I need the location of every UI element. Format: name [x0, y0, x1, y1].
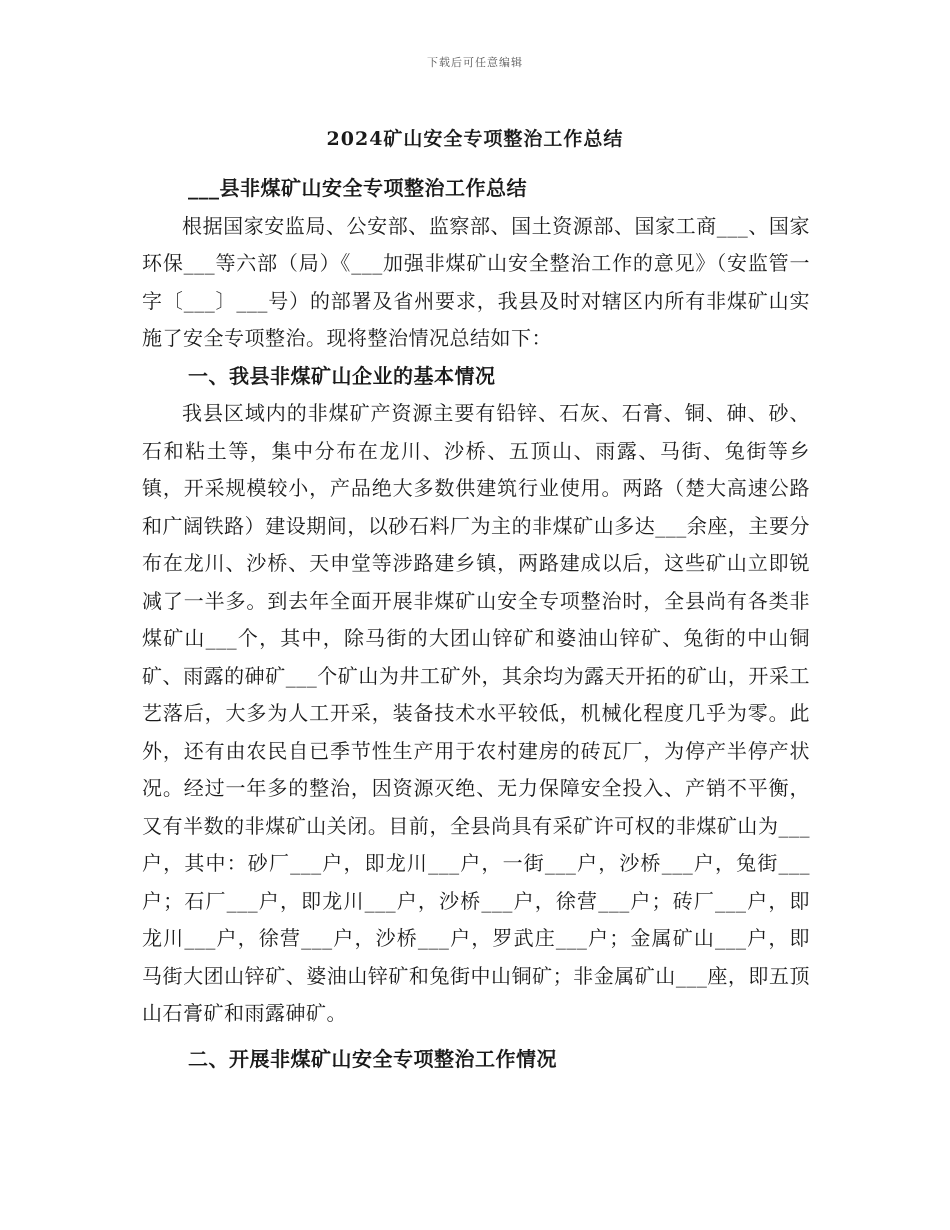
- page-header-note: 下载后可任意编辑: [427, 56, 523, 69]
- section-2-heading: 二、开展非煤矿山安全专项整治工作情况: [188, 1046, 557, 1071]
- intro-paragraph: 根据国家安监局、公安部、监察部、国土资源部、国家工商___、国家环保___等六部（局）《___加强非煤矿山安全整治工作的意见》（安监管一字〔___〕___号）的部署及省州要求，我县及时对辖区内所有非煤矿山实施了安全专项整治。现将整治情况总结如下：: [142, 213, 810, 350]
- document-subtitle: ___县非煤矿山安全专项整治工作总结: [188, 176, 527, 200]
- section-1-paragraph: 我县区域内的非煤矿产资源主要有铅锌、石灰、石膏、铜、砷、砂、石和粘土等，集中分布在龙川、沙桥、五顶山、雨露、马街、兔街等乡镇，开采规模较小，产品绝大多数供建筑行业使用。两路（楚大高速公路和广阔铁路）建设期间，以砂石料厂为主的非煤矿山多达___余座，主要分布在龙川、沙桥、天申堂等涉路建乡镇，两路建成以后，这些矿山立即锐减了一半多。到去年全面开展非煤矿山安全专项整治时，全县尚有各类非煤矿山___个，其中，除马街的大团山锌矿和婆油山锌矿、兔街的中山铜矿、雨露的砷矿___个矿山为井工矿外，其余均为露天开拓的矿山，开采工艺落后，大多为人工开采，装备技术水平较低，机械化程度几乎为零。此外，还有由农民自已季节性生产用于农村建房的砖瓦厂，为停产半停产状况。经过一年多的整治，因资源灭绝、无力保障安全投入、产销不平衡，又有半数的非煤矿山关闭。目前，全县尚具有采矿许可权的非煤矿山为___户，其中：砂厂___户，即龙川___户，一街___户，沙桥___户，兔街___户；石厂___户，即龙川___户，沙桥___户，徐营___户；砖厂___户，即龙川___户，徐营___户，沙桥___户，罗武庄___户；金属矿山___户，即马街大团山锌矿、婆油山锌矿和兔街中山铜矿；非金属矿山___座，即五顶山石膏矿和雨露砷矿。: [142, 401, 810, 1025]
- section-1-heading: 一、我县非煤矿山企业的基本情况: [188, 363, 496, 388]
- document-body: [142, 170, 810, 1078]
- document-title: 2024矿山安全专项整治工作总结: [326, 128, 624, 150]
